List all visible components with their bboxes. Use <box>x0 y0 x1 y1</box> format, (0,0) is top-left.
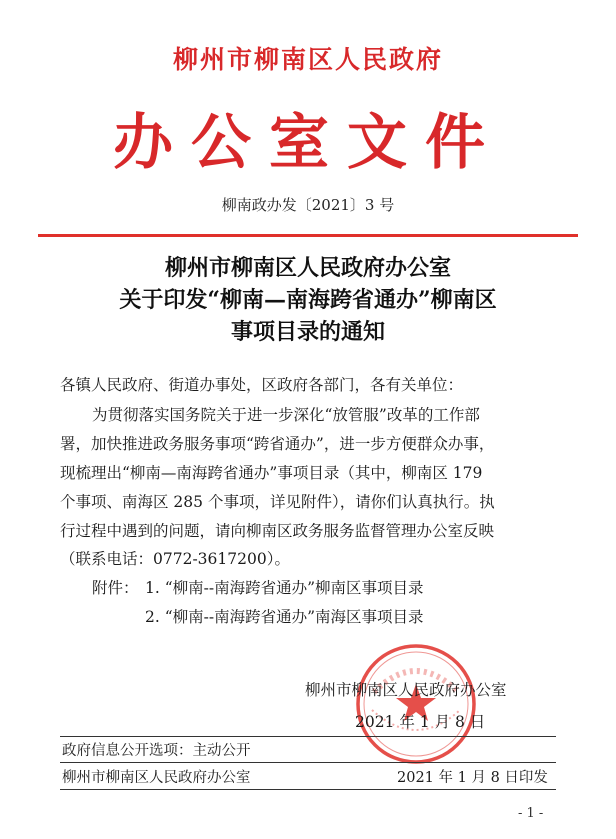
document-type-title: 办公室文件 <box>113 108 503 178</box>
red-header-divider <box>38 234 578 237</box>
attachment-label: 附件： <box>92 579 139 597</box>
notice-title-line-1: 柳州市柳南区人民政府办公室 <box>164 255 451 281</box>
salutation: 各镇人民政府、街道办事处，区政府各部门，各有关单位： <box>60 376 464 394</box>
official-seal <box>352 640 480 768</box>
paragraph-line: 署，加快推进政务服务事项“跨省通办”，进一步方便群众办事， <box>60 435 495 453</box>
disclosure-option: 政府信息公开选项：主动公开 <box>62 743 251 759</box>
document-number: 柳南政办发〔2021〕3 号 <box>221 196 395 214</box>
signing-authority: 柳州市柳南区人民政府办公室 <box>305 681 507 699</box>
footer-bottom-rule <box>60 789 556 790</box>
attachment-item: 2. “柳南--南海跨省通办”南海区事项目录 <box>145 608 424 626</box>
notice-title-line-3: 事项目录的通知 <box>230 319 385 345</box>
paragraph-line: 为贯彻落实国务院关于进一步深化“放管服”改革的工作部 <box>92 406 480 424</box>
footer-middle-rule <box>60 762 556 763</box>
footer-issuer: 柳州市柳南区人民政府办公室 <box>62 770 251 786</box>
paragraph-line: 现梳理出“柳南—南海跨省通办”事项目录（其中，柳南区 179 <box>60 464 483 482</box>
page-number: - 1 - <box>518 806 544 821</box>
footer-print-date: 2021 年 1 月 8 日印发 <box>397 770 548 786</box>
attachment-item: 1. “柳南--南海跨省通办”柳南区事项目录 <box>145 579 424 597</box>
signing-date: 2021 年 1 月 8 日 <box>355 713 486 731</box>
footer-top-rule <box>60 736 556 737</box>
paragraph-line: 个事项、南海区 285 个事项，详见附件），请你们认真执行。执 <box>60 493 495 511</box>
notice-title-line-2: 关于印发“柳南—南海跨省通办”柳南区 <box>119 287 497 313</box>
paragraph-line: 行过程中遇到的问题，请向柳南区政务服务监督管理办公室反映 <box>60 522 495 540</box>
paragraph-line: （联系电话：0772-3617200）。 <box>60 550 290 568</box>
issuing-org-name: 柳州市柳南区人民政府 <box>172 45 443 74</box>
